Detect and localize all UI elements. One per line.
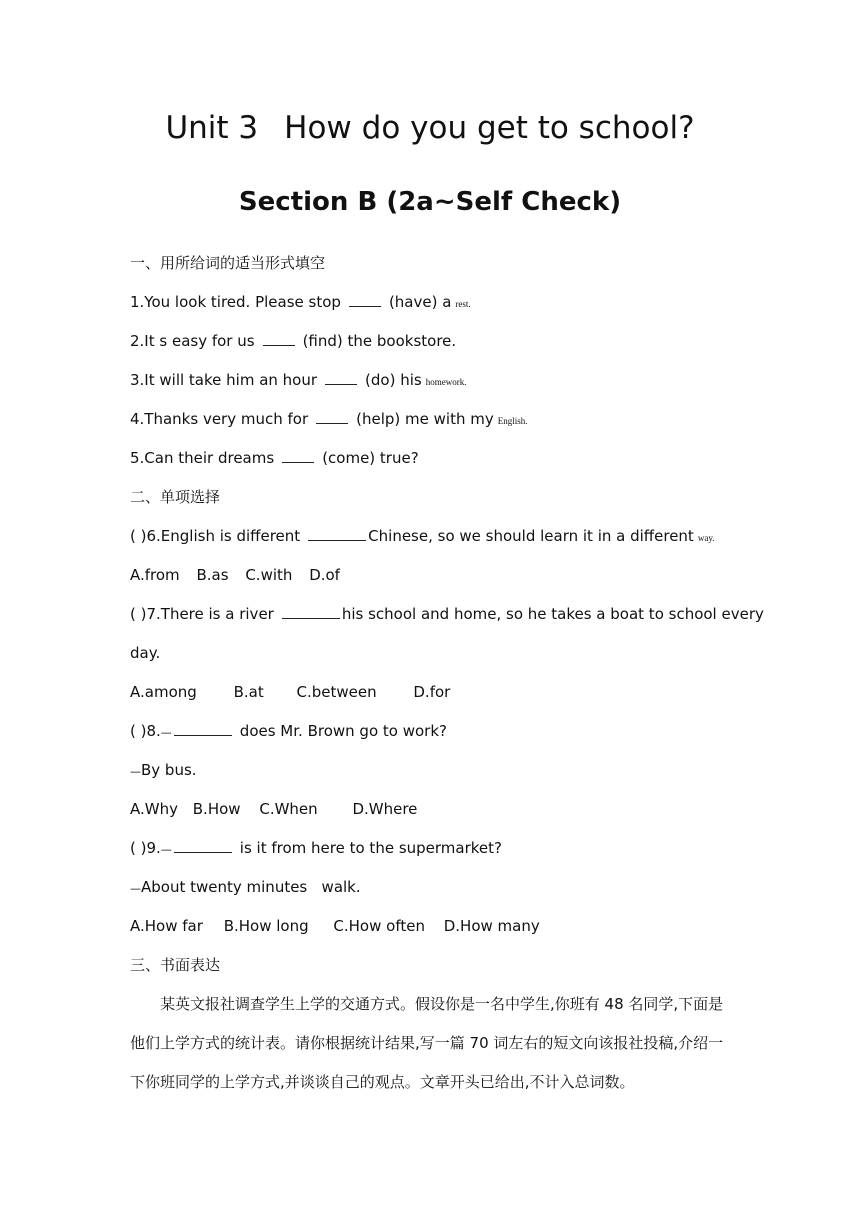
fill-item-5: 5.Can their dreams (come) true? (130, 449, 419, 467)
question-6-options (130, 565, 340, 585)
answer-blank[interactable] (282, 448, 314, 463)
option-d[interactable]: D.for (413, 683, 451, 701)
answer-blank[interactable] (174, 838, 232, 853)
writing-task-paragraph: 某英文报社调查学生上学的交通方式。假设你是一名中学生,你班有 48 名同学,下面是他们上学方式的统计表。请你根据统计结果,写一篇 70 词左右的短文向该报社投稿,介绍一下你班同学的上学方式,并谈谈自己的观点。文章开头已给出,不计入总词数。 (130, 995, 724, 1091)
option-b[interactable]: B.How long (223, 917, 309, 935)
question-7-options (130, 682, 450, 702)
option-b[interactable]: B.How (192, 800, 241, 818)
question-7-continuation: day. (130, 644, 161, 662)
question-8-response: —By bus. (130, 761, 197, 779)
title-question: How do you get to school? (284, 110, 695, 146)
option-d[interactable]: D.of (309, 566, 340, 584)
question-9: ( )9.— is it from here to the supermarket? (130, 839, 502, 857)
answer-blank[interactable] (308, 526, 366, 541)
fill-item-1: 1.You look tired. Please stop (have) a rest. (130, 293, 471, 311)
section-subtitle: Section B (2a~Self Check) (238, 187, 622, 217)
question-7: ( )7.There is a river his school and home, so he takes a boat to school every (130, 605, 764, 623)
answer-blank[interactable] (174, 721, 232, 736)
title-unit: Unit 3 (165, 110, 259, 146)
answer-blank[interactable] (349, 292, 381, 307)
part2-heading: 二、单项选择 (130, 488, 221, 506)
part3-heading: 三、书面表达 (130, 956, 221, 974)
option-a[interactable]: A.from (130, 566, 180, 584)
page-title (0, 110, 860, 146)
option-d[interactable]: D.How many (443, 917, 540, 935)
answer-blank[interactable] (316, 409, 348, 424)
option-c[interactable]: C.When (259, 800, 318, 818)
answer-blank[interactable] (263, 331, 295, 346)
fill-item-2: 2.It s easy for us (find) the bookstore. (130, 332, 457, 350)
option-c[interactable]: C.with (245, 566, 293, 584)
question-8-options (130, 799, 417, 819)
option-d[interactable]: D.Where (352, 800, 418, 818)
fill-item-3: 3.It will take him an hour (do) his homework. (130, 371, 467, 389)
option-a[interactable]: A.among (130, 683, 197, 701)
answer-blank[interactable] (325, 370, 357, 385)
option-b[interactable]: B.at (233, 683, 264, 701)
question-9-options (130, 916, 540, 936)
question-6: ( )6.English is different Chinese, so we should learn it in a different way. (130, 527, 715, 545)
part1-heading: 一、用所给词的适当形式填空 (130, 254, 326, 272)
question-8: ( )8.— does Mr. Brown go to work? (130, 722, 447, 740)
question-9-response: —About twenty minutes walk. (130, 878, 361, 896)
answer-blank[interactable] (282, 604, 340, 619)
option-c[interactable]: C.between (296, 683, 377, 701)
fill-item-4: 4.Thanks very much for (help) me with my English. (130, 410, 528, 428)
option-a[interactable]: A.Why (130, 800, 178, 818)
option-c[interactable]: C.How often (333, 917, 425, 935)
option-a[interactable]: A.How far (130, 917, 203, 935)
option-b[interactable]: B.as (196, 566, 229, 584)
